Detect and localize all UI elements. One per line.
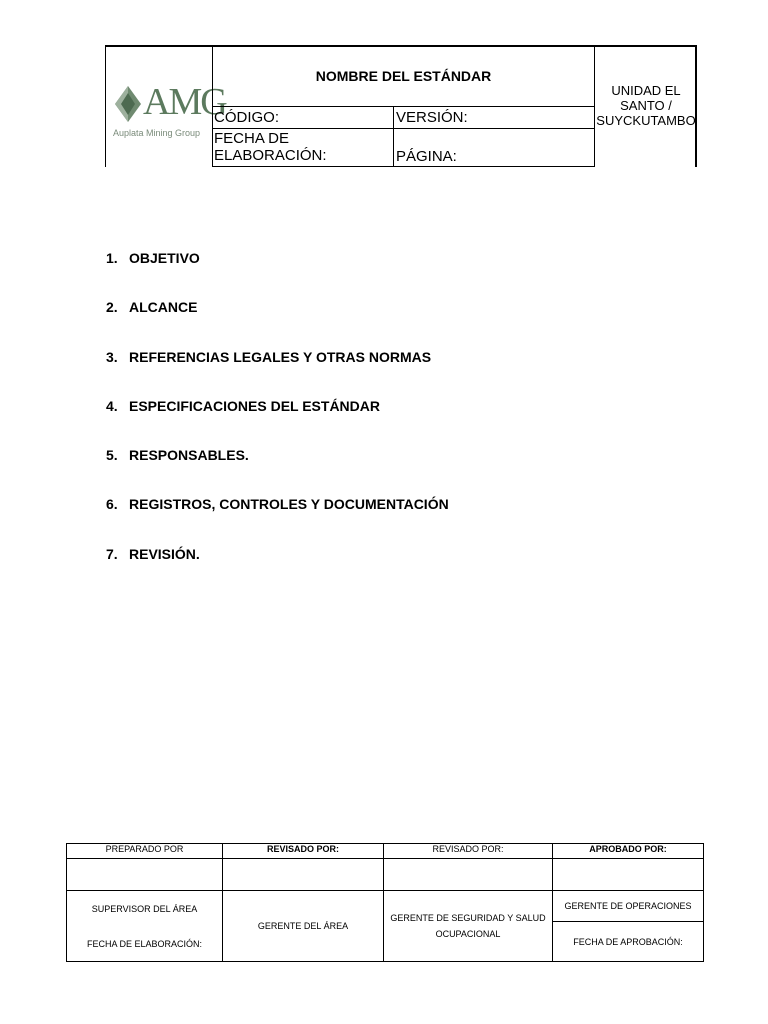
company-logo	[111, 81, 226, 141]
prepared-by-cell	[67, 891, 223, 962]
header-row-code	[213, 107, 594, 129]
version-label: VERSIÓN:	[396, 109, 468, 126]
section-number: 6.	[106, 496, 118, 513]
section-heading: REGISTROS, CONTROLES Y DOCUMENTACIÓN	[129, 496, 449, 513]
codigo-label: CÓDIGO:	[213, 107, 394, 128]
list-item	[106, 398, 449, 447]
approved-by-role: GERENTE DE OPERACIONES	[553, 891, 703, 922]
section-heading: RESPONSABLES.	[129, 447, 249, 464]
unit-name	[595, 83, 697, 128]
section-list	[106, 250, 449, 595]
approval-table	[66, 843, 704, 962]
signature-field-prepared[interactable]	[67, 859, 223, 891]
list-item	[106, 299, 449, 348]
list-item	[106, 250, 449, 299]
logo-wordmark: AMG	[143, 81, 226, 123]
signature-field-reviewed[interactable]	[223, 859, 384, 891]
standard-title: NOMBRE DEL ESTÁNDAR	[213, 45, 594, 107]
approval-date-label: FECHA DE APROBACIÓN:	[573, 936, 683, 947]
unit-line2: SANTO /	[620, 98, 672, 113]
approved-by-stack	[553, 891, 703, 961]
section-number: 2.	[106, 299, 118, 316]
signature-field-reviewed-2[interactable]	[384, 859, 553, 891]
section-number: 3.	[106, 348, 118, 365]
fecha-label-line2: ELABORACIÓN:	[214, 147, 327, 164]
section-heading: REFERENCIAS LEGALES Y OTRAS NORMAS	[129, 348, 432, 365]
pagina-label: PÁGINA:	[396, 148, 457, 165]
section-number: 5.	[106, 447, 118, 464]
header-row-date	[213, 129, 594, 167]
approved-by-header: APROBADO POR:	[553, 844, 704, 859]
diamond-logo-icon	[113, 85, 143, 123]
section-heading: OBJETIVO	[129, 250, 200, 266]
logo-subtitle: Auplata Mining Group	[113, 128, 201, 138]
list-item	[106, 447, 449, 496]
prepared-by-stack	[67, 891, 222, 961]
section-heading: REVISIÓN.	[129, 545, 200, 562]
list-item	[106, 349, 449, 398]
reviewed-by-header: REVISADO POR:	[223, 844, 384, 859]
section-number: 7.	[106, 545, 118, 562]
section-number: 4.	[106, 397, 118, 414]
fecha-elaboracion-label	[213, 129, 394, 166]
table-row	[67, 859, 704, 891]
signature-field-approved[interactable]	[553, 859, 704, 891]
document-header	[105, 45, 697, 167]
list-item	[106, 496, 449, 545]
header-center-block	[212, 45, 595, 167]
elaboration-date-label: FECHA DE ELABORACIÓN:	[86, 938, 203, 949]
fecha-label-line1: FECHA DE	[214, 130, 290, 147]
unit-line3: SUYCKUTAMBO	[596, 113, 696, 128]
section-heading: ESPECIFICACIONES DEL ESTÁNDAR	[129, 397, 380, 414]
table-row	[67, 844, 704, 859]
section-heading: ALCANCE	[129, 299, 198, 316]
reviewed-by-header-2: REVISADO POR:	[384, 844, 553, 859]
header-left-border	[105, 45, 106, 167]
reviewed-by-role: GERENTE DEL ÁREA	[223, 891, 384, 962]
prepared-by-header: PREPARADO POR	[67, 844, 223, 859]
prepared-by-role: SUPERVISOR DEL ÁREA	[91, 903, 198, 914]
approved-by-cell	[553, 891, 704, 962]
section-number: 1.	[106, 250, 118, 266]
role-line1: GERENTE DE SEGURIDAD Y SALUD	[390, 913, 546, 923]
table-row	[67, 891, 704, 962]
reviewed-by-role-2	[384, 891, 553, 962]
list-item	[106, 546, 449, 595]
role-line2: OCUPACIONAL	[435, 929, 501, 939]
unit-line1: UNIDAD EL	[611, 83, 681, 98]
